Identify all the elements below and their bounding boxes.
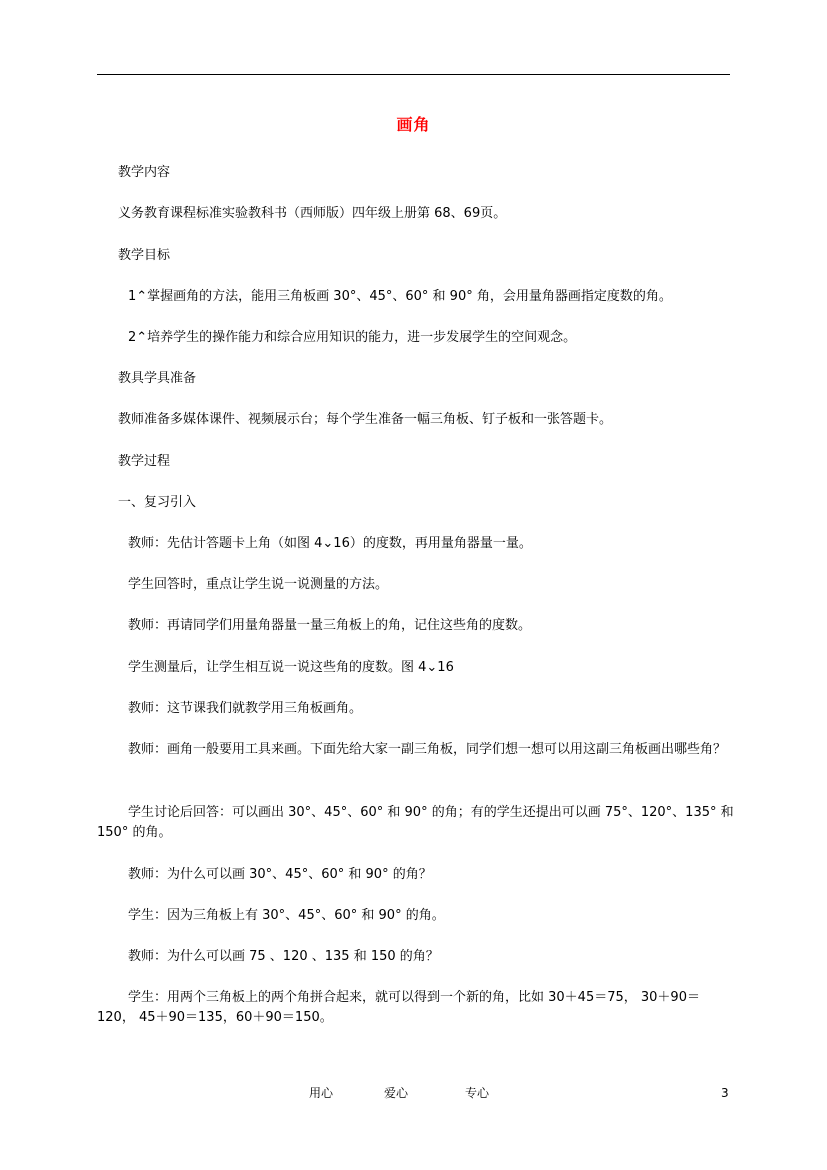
paragraph: 学生：用两个三角板上的两个角拼合起来，就可以得到一个新的角，比如 30＋45＝75， 30＋90＝120， 45＋90＝135，60＋90＝150。: [97, 990, 700, 1025]
paragraph: 教师：为什么可以画 75 、120 、135 和 150 的角？: [128, 949, 439, 964]
paragraph: 教具学具准备: [118, 371, 197, 386]
header-rule: [97, 74, 730, 75]
paragraph: 教师准备多媒体课件、视频展示台；每个学生准备一幅三角板、钉子板和一张答题卡。: [118, 412, 613, 427]
paragraph: 学生：因为三角板上有 30°、45°、60° 和 90° 的角。: [128, 908, 445, 923]
paragraph: 教学目标: [118, 248, 171, 263]
paragraph: 义务教育课程标准实验教科书（西师版）四年级上册第 68、69页。: [118, 206, 507, 221]
footer-motto: 用心: [309, 1086, 334, 1100]
footer-motto: 爱心: [384, 1086, 409, 1100]
paragraph: 教师：这节课我们就教学用三角板画角。: [128, 701, 363, 716]
page-number: 3: [721, 1086, 729, 1100]
paragraph: 学生测量后，让学生相互说一说这些角的度数。图 4⌄16: [128, 660, 454, 675]
paragraph: 教学内容: [118, 165, 171, 180]
paragraph: 学生回答时，重点让学生说一说测量的方法。: [128, 577, 389, 592]
paragraph: 教学过程: [118, 454, 171, 469]
paragraph: 教师：先估计答题卡上角（如图 4⌄16）的度数，再用量角器量一量。: [128, 536, 532, 551]
paragraph: 学生讨论后回答：可以画出 30°、45°、60° 和 90° 的角；有的学生还提出可以画 75°、120°、135° 和 150° 的角。: [97, 805, 734, 840]
paragraph: 一、复习引入: [118, 495, 197, 510]
paragraph: 教师：为什么可以画 30°、45°、60° 和 90° 的角？: [128, 867, 432, 882]
page-title: 画角: [396, 115, 431, 134]
paragraph: 教师：再请同学们用量角器量一量三角板上的角，记住这些角的度数。: [128, 618, 532, 633]
paragraph: 2⌃培养学生的操作能力和综合应用知识的能力，进一步发展学生的空间观念。: [128, 330, 577, 345]
paragraph: 教师：画角一般要用工具来画。下面先给大家一副三角板，同学们想一想可以用这副三角板画出哪些角？: [128, 742, 727, 757]
footer-motto: 专心: [465, 1086, 490, 1100]
paragraph: 1⌃掌握画角的方法，能用三角板画 30°、45°、60° 和 90° 角，会用量角器画指定度数的角。: [128, 289, 672, 304]
